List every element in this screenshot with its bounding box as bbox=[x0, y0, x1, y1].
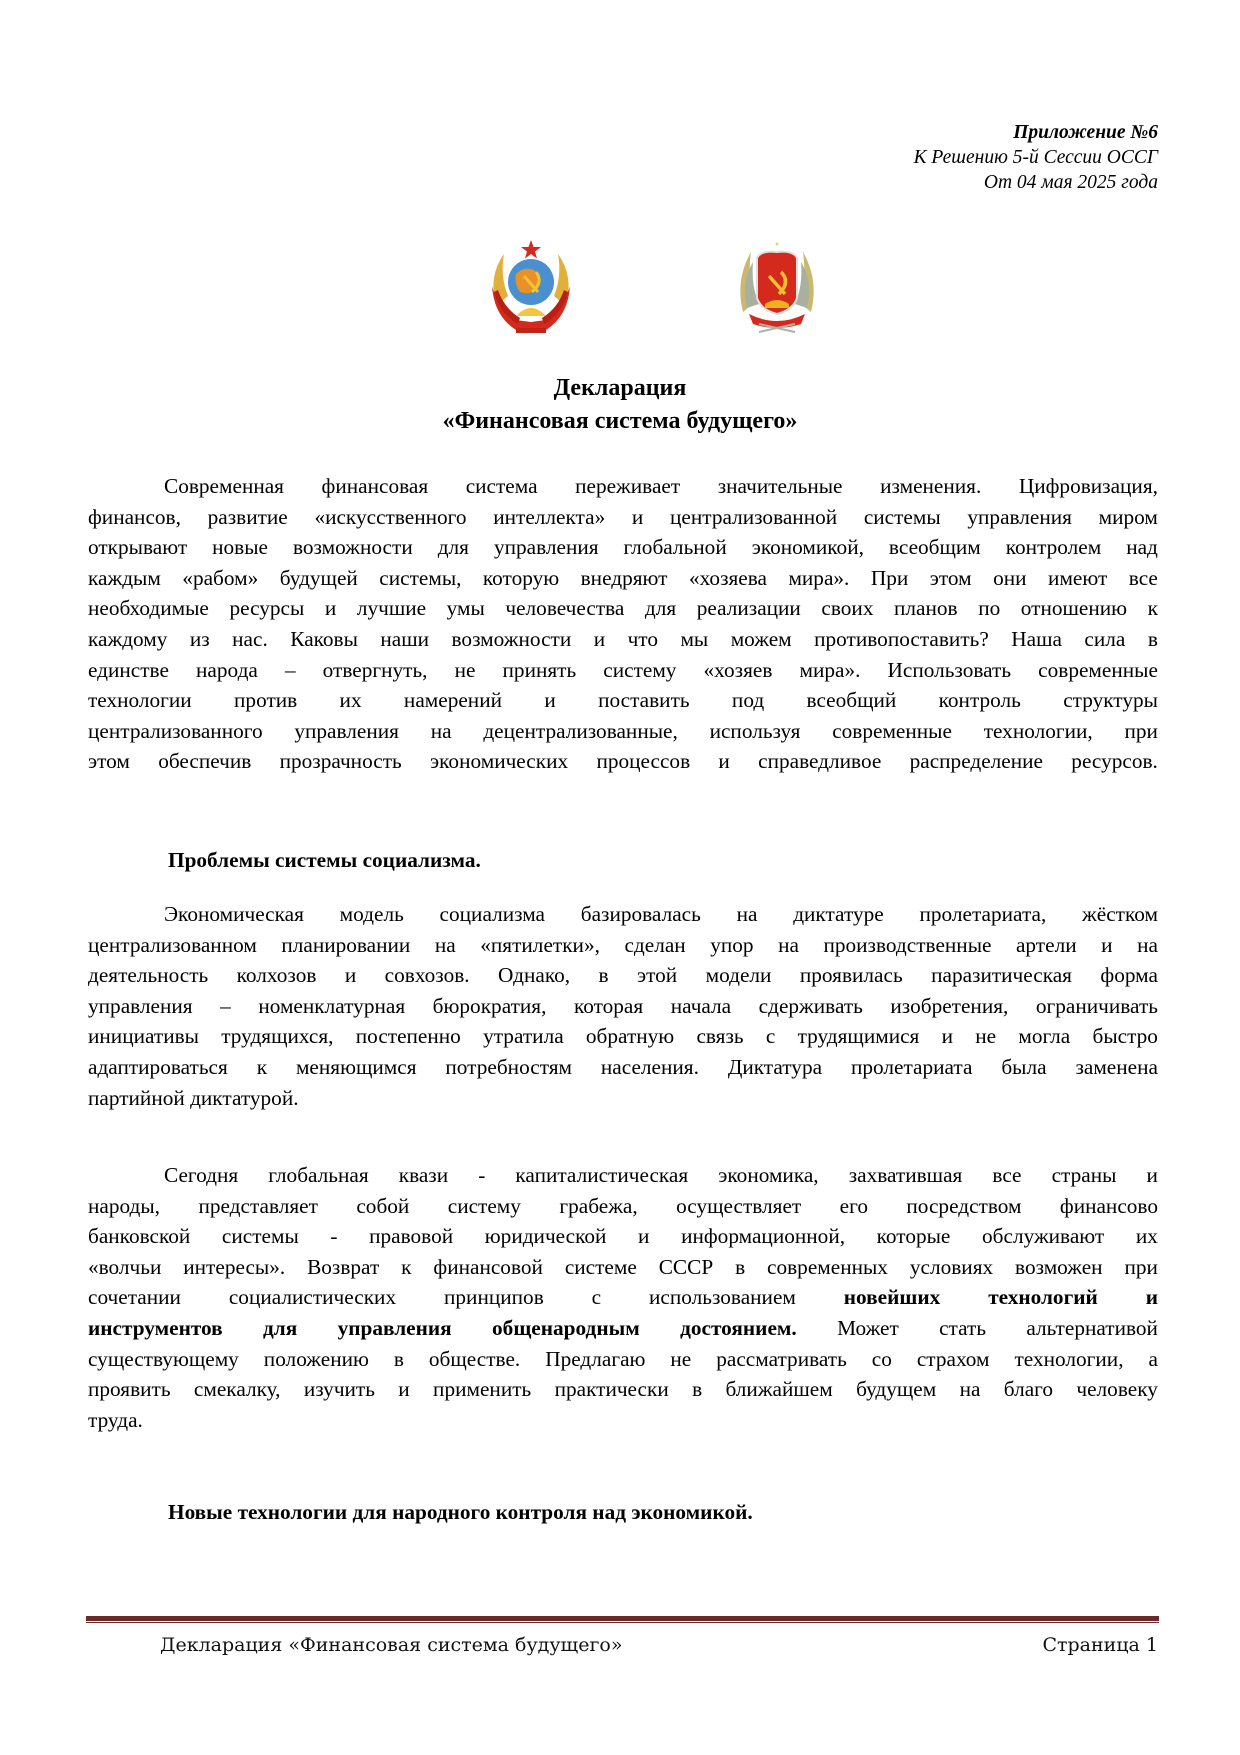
word: а bbox=[1148, 1346, 1158, 1371]
text-line bbox=[88, 991, 1158, 1022]
word: партийной bbox=[88, 1085, 185, 1110]
word: сочетании bbox=[88, 1285, 181, 1310]
word: производственные bbox=[823, 932, 992, 957]
word: которую bbox=[482, 565, 560, 590]
word: управления bbox=[493, 535, 599, 560]
word: Может bbox=[837, 1315, 899, 1340]
word: «рабом» bbox=[182, 565, 259, 590]
word: необходимые bbox=[88, 596, 209, 621]
word: общенародным bbox=[492, 1315, 640, 1340]
word: каждым bbox=[88, 565, 161, 590]
word: социализма bbox=[439, 902, 546, 926]
word: труда. bbox=[88, 1407, 143, 1432]
word: на bbox=[959, 1377, 981, 1402]
word: изменения. bbox=[880, 474, 982, 498]
word: лучшие bbox=[356, 596, 427, 621]
word: миром bbox=[1098, 504, 1158, 529]
word: против bbox=[234, 688, 298, 713]
word: возможности bbox=[451, 626, 572, 651]
word: изобретения, bbox=[890, 993, 1009, 1018]
rsfsr-coat-of-arms-icon bbox=[735, 236, 819, 336]
word: осуществляет bbox=[676, 1193, 802, 1218]
word: информационной, bbox=[681, 1224, 846, 1249]
word: модель bbox=[339, 902, 404, 926]
title-line-2: «Финансовая система будущего» bbox=[442, 408, 798, 434]
word: все bbox=[1128, 565, 1158, 590]
word: система bbox=[465, 474, 538, 498]
word: интересы». bbox=[183, 1254, 286, 1279]
word: практически bbox=[554, 1377, 669, 1402]
word: возможности bbox=[293, 535, 413, 560]
word: в bbox=[393, 1346, 404, 1371]
word: на bbox=[1137, 932, 1158, 957]
word: и bbox=[941, 1024, 954, 1049]
text-line bbox=[88, 685, 1158, 716]
word: совхозов. bbox=[384, 963, 470, 988]
word: быстро bbox=[1092, 1024, 1158, 1049]
text-line bbox=[88, 1313, 1158, 1344]
text-line bbox=[88, 960, 1158, 991]
word: нас. bbox=[232, 626, 268, 651]
word: используя bbox=[709, 718, 801, 743]
word: в bbox=[735, 1254, 746, 1279]
word: поставить bbox=[598, 688, 690, 713]
word: управления bbox=[337, 1315, 452, 1340]
word: ограничивать bbox=[1035, 993, 1158, 1018]
word: Возврат bbox=[307, 1254, 380, 1279]
text-line bbox=[88, 1252, 1158, 1283]
text-line bbox=[88, 716, 1158, 747]
word: базировалась bbox=[580, 902, 701, 926]
word: своих bbox=[821, 596, 874, 621]
word: которая bbox=[573, 993, 644, 1018]
text-line bbox=[88, 532, 1158, 563]
word: финансов, bbox=[88, 504, 181, 529]
word: к bbox=[256, 1054, 268, 1079]
word: единстве bbox=[88, 657, 169, 682]
word: справедливое bbox=[758, 749, 882, 774]
word: Диктатура bbox=[727, 1054, 823, 1079]
word: ближайшем bbox=[725, 1377, 833, 1402]
word: страны bbox=[1051, 1163, 1117, 1187]
word: их bbox=[339, 688, 362, 713]
word: на bbox=[778, 932, 799, 957]
word: новые bbox=[212, 535, 269, 560]
word: отношению bbox=[1020, 596, 1128, 621]
word: децентрализованные, bbox=[483, 718, 678, 743]
word: возможен bbox=[1015, 1254, 1103, 1279]
word: системы bbox=[863, 504, 941, 529]
word: форма bbox=[1100, 963, 1158, 988]
word: процессов bbox=[596, 749, 691, 774]
word: связь bbox=[696, 1024, 744, 1049]
word: проявилась bbox=[799, 963, 903, 988]
word: интеллекта» bbox=[493, 504, 606, 529]
word: бюрократия, bbox=[432, 993, 547, 1018]
word: контролем bbox=[1005, 535, 1102, 560]
footer-divider-thin bbox=[86, 1622, 1159, 1623]
section-heading-new-tech: Новые технологии для народного контроля над экономикой. bbox=[168, 1500, 753, 1524]
word: захватившая bbox=[848, 1163, 963, 1187]
word: собой bbox=[356, 1193, 410, 1218]
word: его bbox=[839, 1193, 868, 1218]
word: экономических bbox=[430, 749, 569, 774]
word: использованием bbox=[649, 1285, 796, 1310]
word: постепенно bbox=[355, 1024, 461, 1049]
word: Цифровизация, bbox=[1018, 474, 1158, 498]
word: на bbox=[434, 932, 456, 957]
word: диктатуре bbox=[793, 902, 884, 926]
word: мира». bbox=[788, 565, 850, 590]
word: технологии bbox=[88, 688, 192, 713]
word: не bbox=[975, 1024, 997, 1049]
word: в bbox=[692, 1377, 703, 1402]
word: – bbox=[220, 993, 231, 1018]
word: по bbox=[978, 596, 1001, 621]
word: сила bbox=[1084, 626, 1126, 651]
word: утратила bbox=[483, 1024, 564, 1049]
word: грабежа, bbox=[559, 1193, 638, 1218]
text-line bbox=[88, 1083, 1158, 1114]
word: человеку bbox=[1076, 1377, 1158, 1402]
word: системе bbox=[564, 1254, 637, 1279]
page-footer bbox=[160, 1632, 1158, 1658]
word: меняющимся bbox=[295, 1054, 417, 1079]
word: СССР bbox=[658, 1254, 714, 1279]
word: «хозяев bbox=[703, 657, 773, 682]
word: к bbox=[1147, 596, 1158, 621]
word: под bbox=[731, 688, 765, 713]
text-line bbox=[88, 746, 1158, 777]
word: над bbox=[1126, 535, 1158, 560]
text-line bbox=[88, 593, 1158, 624]
word: посредством bbox=[906, 1193, 1022, 1218]
word: страхом bbox=[916, 1346, 990, 1371]
word: технологии, bbox=[1014, 1346, 1124, 1371]
word: системы, bbox=[379, 565, 462, 590]
word: трудящимися bbox=[797, 1024, 920, 1049]
word: на bbox=[430, 718, 452, 743]
word: отвергнуть, bbox=[322, 657, 428, 682]
word: этом bbox=[88, 749, 130, 774]
text-line bbox=[88, 1052, 1158, 1083]
word: обеспечив bbox=[158, 749, 252, 774]
text-line bbox=[88, 1374, 1158, 1405]
text-line bbox=[88, 655, 1158, 686]
word: планировании bbox=[281, 932, 411, 957]
word: с bbox=[765, 1024, 776, 1049]
word: - bbox=[330, 1224, 338, 1249]
word: обществе. bbox=[428, 1346, 521, 1371]
footer-page-number: Страница 1 bbox=[1042, 1634, 1158, 1656]
word: для bbox=[437, 535, 469, 560]
word: для bbox=[263, 1315, 298, 1340]
word: на bbox=[736, 902, 758, 926]
word: пролетариата, bbox=[919, 902, 1047, 926]
word: Предлагаю bbox=[545, 1346, 646, 1371]
word: и bbox=[398, 1377, 410, 1402]
word: финансовой bbox=[433, 1254, 543, 1279]
paragraph-today bbox=[88, 1160, 1158, 1435]
word: Использовать bbox=[887, 657, 1012, 682]
word: экономикой, bbox=[751, 535, 864, 560]
word: была bbox=[1001, 1054, 1047, 1079]
word: номенклатурная bbox=[258, 993, 406, 1018]
word: их bbox=[1135, 1224, 1158, 1249]
word: будущей bbox=[279, 565, 358, 590]
text-line bbox=[88, 1021, 1158, 1052]
text-line bbox=[88, 1160, 1158, 1191]
word: и bbox=[1145, 1285, 1158, 1310]
word: централизованном bbox=[88, 932, 257, 957]
word: они bbox=[993, 565, 1027, 590]
section-heading-socialism-problems: Проблемы системы социализма. bbox=[168, 848, 481, 872]
word: при bbox=[1124, 1254, 1158, 1279]
word: проявить bbox=[88, 1377, 171, 1402]
word: современные bbox=[1038, 657, 1158, 682]
word: глобальной bbox=[623, 535, 727, 560]
text-line bbox=[88, 1191, 1158, 1222]
word: достоянием. bbox=[680, 1315, 797, 1340]
word: правовой bbox=[369, 1224, 454, 1249]
word: реализации bbox=[696, 596, 801, 621]
word: модели bbox=[705, 963, 772, 988]
word: существующему bbox=[88, 1346, 239, 1371]
word: рассматривать bbox=[716, 1346, 847, 1371]
word: юридической bbox=[484, 1224, 607, 1249]
word: могла bbox=[1018, 1024, 1071, 1049]
word: «пятилетки», bbox=[480, 932, 600, 957]
word: наши bbox=[380, 626, 430, 651]
word: – bbox=[284, 657, 296, 682]
document-title bbox=[0, 372, 1240, 438]
word: к bbox=[401, 1254, 412, 1279]
word: системы bbox=[221, 1224, 299, 1249]
word: и bbox=[544, 688, 556, 713]
word: технологий bbox=[988, 1285, 1098, 1310]
word: инициативы bbox=[88, 1024, 199, 1049]
text-line bbox=[88, 930, 1158, 961]
word: и bbox=[631, 504, 644, 529]
word: благо bbox=[1003, 1377, 1054, 1402]
appendix-decision: К Решению 5-й Сессии ОССГ bbox=[913, 147, 1158, 168]
word: Экономическая bbox=[164, 902, 304, 926]
word: всеобщий bbox=[806, 688, 897, 713]
word: трудящихся, bbox=[221, 1024, 334, 1049]
word: деятельность bbox=[88, 963, 209, 988]
word: адаптироваться bbox=[88, 1054, 228, 1079]
word: Сегодня bbox=[164, 1163, 239, 1187]
word: смекалку, bbox=[193, 1377, 281, 1402]
word: этом bbox=[929, 565, 972, 590]
appendix-header bbox=[914, 120, 1158, 195]
word: «хозяева bbox=[688, 565, 767, 590]
text-line bbox=[88, 471, 1158, 502]
ussr-coat-of-arms-icon bbox=[486, 236, 576, 338]
text-line bbox=[88, 563, 1158, 594]
word: со bbox=[871, 1346, 892, 1371]
footer-divider-thick bbox=[86, 1616, 1159, 1621]
word: из bbox=[189, 626, 210, 651]
text-line bbox=[88, 899, 1158, 930]
word: народа bbox=[196, 657, 258, 682]
word: внедряют bbox=[580, 565, 668, 590]
word: «волчьи bbox=[88, 1254, 162, 1279]
word: имеют bbox=[1048, 565, 1108, 590]
word: колхозов bbox=[236, 963, 317, 988]
word: мы bbox=[680, 626, 709, 651]
word: квази bbox=[398, 1163, 449, 1187]
word: современных bbox=[767, 1254, 888, 1279]
word: технологии, bbox=[983, 718, 1093, 743]
word: управления bbox=[967, 504, 1072, 529]
word: централизованной bbox=[670, 504, 838, 529]
word: значительные bbox=[717, 474, 843, 498]
word: умы bbox=[446, 596, 485, 621]
footer-divider bbox=[86, 1616, 1159, 1623]
word: и bbox=[324, 596, 337, 621]
word: планов bbox=[894, 596, 958, 621]
word: паразитическая bbox=[931, 963, 1072, 988]
word: Каковы bbox=[290, 626, 358, 651]
word: стать bbox=[939, 1315, 987, 1340]
word: можем bbox=[730, 626, 792, 651]
word: будущем bbox=[856, 1377, 937, 1402]
footer-document-title: Декларация «Финансовая система будущего» bbox=[160, 1634, 623, 1656]
word: в bbox=[598, 963, 609, 988]
word: принять bbox=[502, 657, 577, 682]
word: не bbox=[670, 1346, 692, 1371]
appendix-date: От 04 мая 2025 года bbox=[983, 172, 1158, 193]
word: каждому bbox=[88, 626, 168, 651]
word: Однако, bbox=[498, 963, 571, 988]
word: все bbox=[992, 1163, 1022, 1187]
word: и bbox=[1146, 1163, 1158, 1187]
word: современные bbox=[832, 718, 952, 743]
word: капиталистическая bbox=[515, 1163, 689, 1187]
word: Наша bbox=[1011, 626, 1062, 651]
word: противопоставить? bbox=[814, 626, 989, 651]
text-line bbox=[88, 1344, 1158, 1375]
word: что bbox=[627, 626, 658, 651]
word: централизованного bbox=[88, 718, 263, 743]
word: для bbox=[644, 596, 677, 621]
word: социалистических bbox=[228, 1285, 397, 1310]
word: обратную bbox=[585, 1024, 675, 1049]
word: управления bbox=[294, 718, 399, 743]
word: открывают bbox=[88, 535, 188, 560]
emblems bbox=[0, 236, 1240, 346]
text-line bbox=[88, 1405, 1158, 1436]
word: принципов bbox=[444, 1285, 544, 1310]
word: Современная bbox=[164, 474, 284, 498]
word: артели bbox=[1015, 932, 1077, 957]
word: упор bbox=[710, 932, 754, 957]
word: - bbox=[478, 1163, 486, 1187]
word: потребностям bbox=[445, 1054, 573, 1079]
word: народы, bbox=[88, 1193, 161, 1218]
word: и bbox=[718, 749, 730, 774]
word: населения. bbox=[600, 1054, 699, 1079]
title-line-1: Декларация bbox=[553, 375, 687, 401]
word: изучить bbox=[303, 1377, 375, 1402]
word: экономика, bbox=[718, 1163, 819, 1187]
word: не bbox=[454, 657, 476, 682]
word: применить bbox=[433, 1377, 532, 1402]
word: банковской bbox=[88, 1224, 191, 1249]
word: прозрачность bbox=[279, 749, 402, 774]
word: мира». bbox=[799, 657, 861, 682]
word: контроль bbox=[938, 688, 1021, 713]
text-line bbox=[88, 502, 1158, 533]
word: структуры bbox=[1063, 688, 1158, 713]
word: человечества bbox=[505, 596, 625, 621]
word: представляет bbox=[198, 1193, 318, 1218]
text-line bbox=[88, 624, 1158, 655]
word: управления bbox=[88, 993, 193, 1018]
word: инструментов bbox=[88, 1315, 223, 1340]
word: систему bbox=[447, 1193, 521, 1218]
word: и bbox=[638, 1224, 650, 1249]
appendix-number: Приложение №6 bbox=[1013, 122, 1158, 143]
word: развитие bbox=[207, 504, 288, 529]
word: заменена bbox=[1075, 1054, 1158, 1079]
word: переживает bbox=[575, 474, 681, 498]
word: намерений bbox=[403, 688, 502, 713]
word: ресурсы bbox=[229, 596, 305, 621]
word: условиях bbox=[909, 1254, 994, 1279]
text-line bbox=[88, 1221, 1158, 1252]
word: альтернативой bbox=[1026, 1315, 1158, 1340]
text-line bbox=[88, 1282, 1158, 1313]
word: При bbox=[870, 565, 909, 590]
word: ресурсов. bbox=[1071, 749, 1158, 774]
word: и bbox=[344, 963, 357, 988]
word: «искусственного bbox=[314, 504, 467, 529]
word: финансово bbox=[1059, 1193, 1158, 1218]
paragraph-intro bbox=[88, 471, 1158, 777]
word: при bbox=[1124, 718, 1158, 743]
word: которые bbox=[876, 1224, 951, 1249]
word: диктатурой. bbox=[190, 1085, 299, 1110]
word: и bbox=[1101, 932, 1113, 957]
word: всеобщим bbox=[888, 535, 981, 560]
word: с bbox=[591, 1285, 602, 1310]
word: этой bbox=[636, 963, 678, 988]
word: пролетариата bbox=[850, 1054, 973, 1079]
word: сдерживать bbox=[758, 993, 863, 1018]
word: глобальная bbox=[268, 1163, 369, 1187]
word: начала bbox=[670, 993, 732, 1018]
word: распределение bbox=[909, 749, 1043, 774]
word: финансовая bbox=[321, 474, 429, 498]
word: сделан bbox=[624, 932, 686, 957]
paragraph-socialism bbox=[88, 899, 1158, 1113]
word: жёстком bbox=[1082, 902, 1158, 926]
word: новейших bbox=[843, 1285, 941, 1310]
word: и bbox=[593, 626, 606, 651]
word: положению bbox=[263, 1346, 369, 1371]
word: обслуживают bbox=[982, 1224, 1105, 1249]
word: систему bbox=[603, 657, 677, 682]
word: в bbox=[1147, 626, 1158, 651]
